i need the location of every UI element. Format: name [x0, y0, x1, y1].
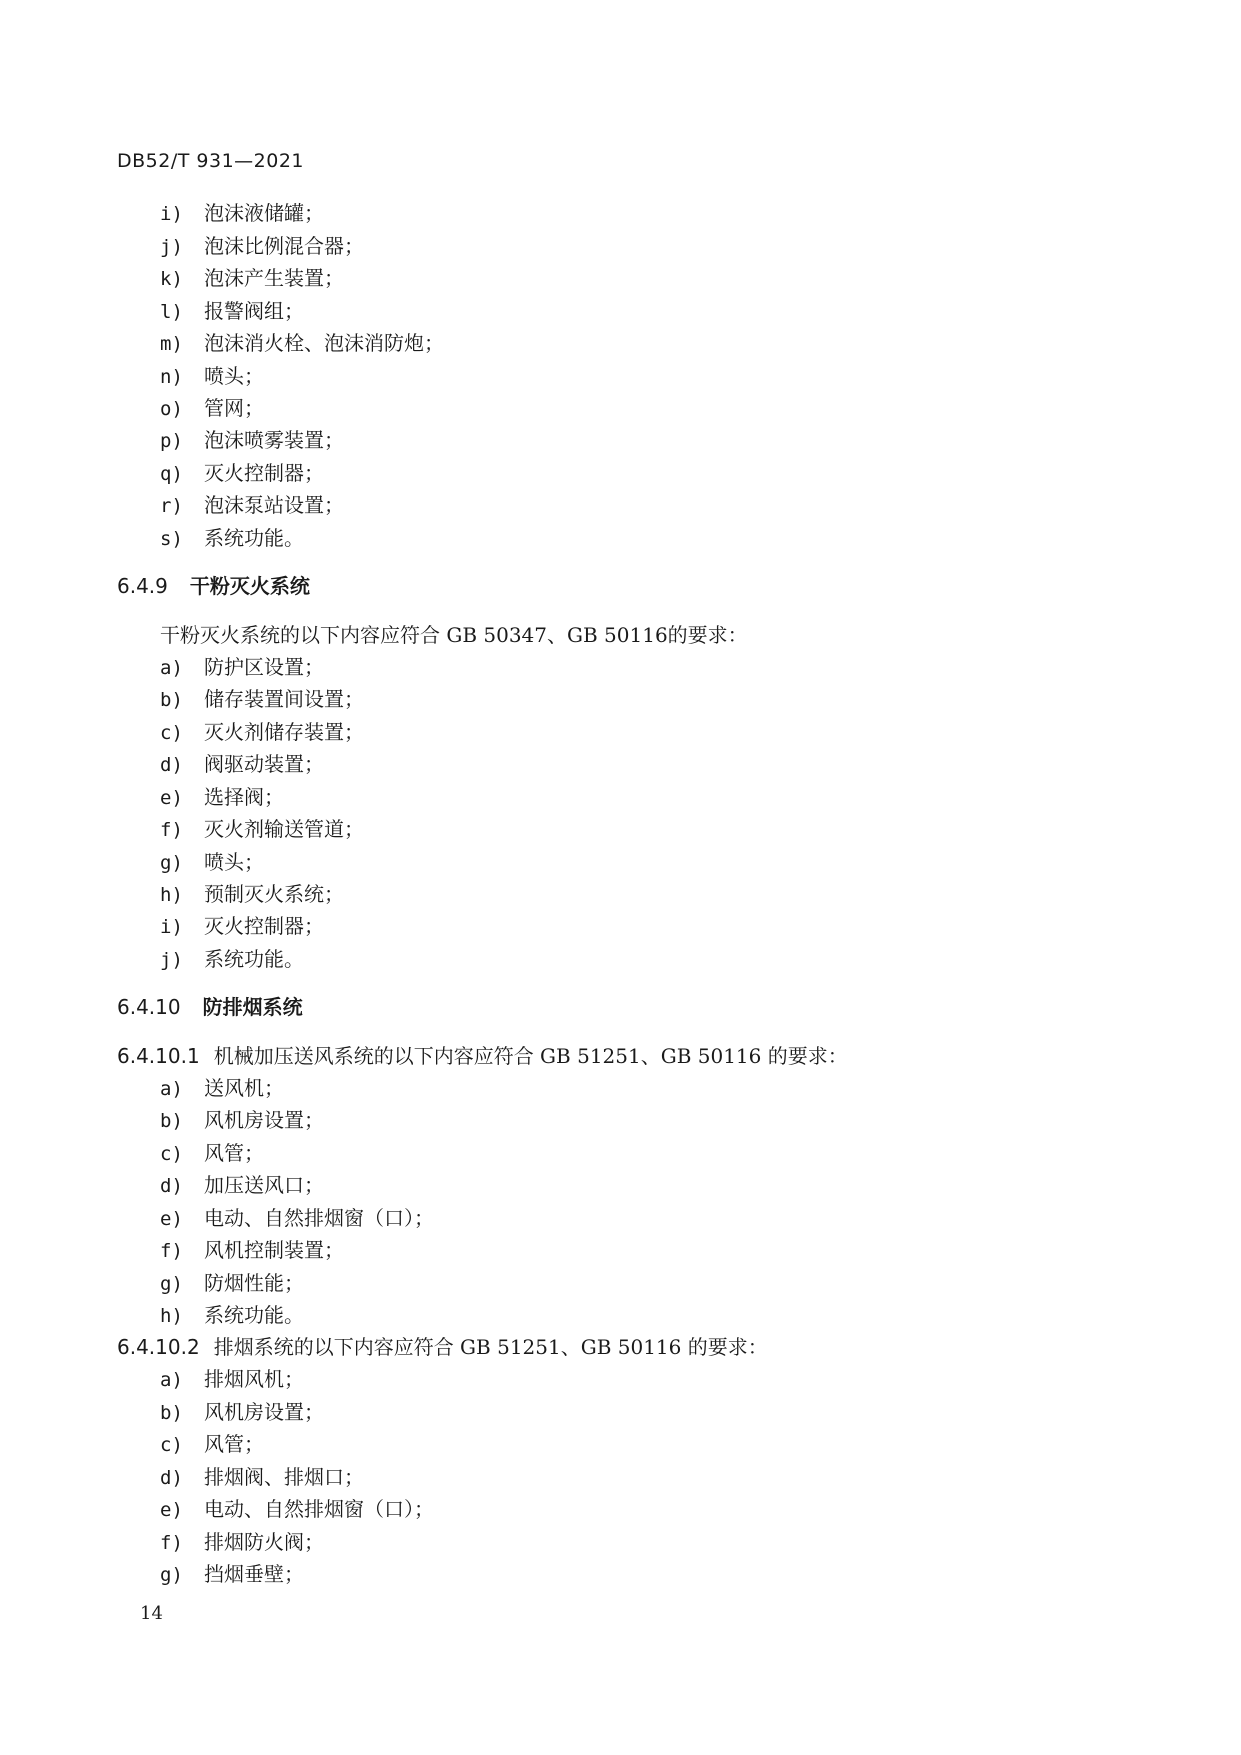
list-item-text: 风管；	[204, 1432, 264, 1456]
section-heading	[117, 995, 303, 1019]
list-item	[160, 1206, 434, 1231]
list-item	[160, 201, 324, 226]
list-item-text: 电动、自然排烟窗（口）；	[204, 1497, 434, 1521]
list-item	[160, 1465, 364, 1490]
list-item-text: 预制灭火系统；	[204, 882, 344, 906]
document-code: DB52/T 931—2021	[117, 150, 305, 172]
list-item-label: s)	[160, 528, 183, 550]
clause	[117, 1044, 848, 1068]
section-number: 6.4.9	[117, 574, 168, 598]
list-item	[160, 687, 364, 712]
list-item-text: 系统功能。	[204, 947, 304, 971]
list-item	[160, 817, 364, 842]
list-item	[160, 1530, 324, 1555]
list-item-text: 灭火剂储存装置；	[204, 720, 364, 744]
list-item-label: q)	[160, 463, 183, 485]
list-item	[160, 1367, 304, 1392]
list-item-text: 泡沫消火栓、泡沫消防炮；	[204, 331, 444, 355]
list-item	[160, 493, 344, 518]
list-item-label: e)	[160, 1208, 183, 1230]
list-item-text: 防护区设置；	[204, 655, 324, 679]
list-item-text: 阀驱动装置；	[204, 752, 324, 776]
list-item-text: 防烟性能；	[204, 1271, 304, 1295]
list-item	[160, 720, 364, 745]
list-item-label: f)	[160, 819, 183, 841]
list-item-label: j)	[160, 236, 183, 258]
list-item-label: g)	[160, 1564, 183, 1586]
list-item-text: 喷头；	[204, 850, 264, 874]
list-item-label: b)	[160, 1110, 183, 1132]
list-item-label: c)	[160, 1143, 183, 1165]
list-item-text: 灭火控制器；	[204, 461, 324, 485]
list-item-text: 排烟风机；	[204, 1367, 304, 1391]
list-item	[160, 364, 264, 389]
list-item	[160, 1271, 304, 1296]
list-item-label: b)	[160, 1402, 183, 1424]
page-number: 14	[140, 1603, 163, 1624]
list-item	[160, 785, 284, 810]
list-item-label: g)	[160, 1273, 183, 1295]
list-item	[160, 1400, 324, 1425]
clause	[117, 1335, 768, 1359]
clause-number: 6.4.10.1	[117, 1044, 200, 1068]
list-item-text: 风机房设置；	[204, 1108, 324, 1132]
list-item	[160, 1076, 284, 1101]
list-item-text: 系统功能。	[204, 1303, 304, 1327]
section-intro: 干粉灭火系统的以下内容应符合 GB 50347、GB 50116的要求：	[160, 623, 748, 647]
list-item-label: a)	[160, 1369, 183, 1391]
list-item	[160, 914, 324, 939]
list-item-text: 电动、自然排烟窗（口）；	[204, 1206, 434, 1230]
list-item-label: b)	[160, 689, 183, 711]
list-item	[160, 1432, 264, 1457]
list-item-label: c)	[160, 722, 183, 744]
list-item-label: g)	[160, 852, 183, 874]
list-item	[160, 1497, 434, 1522]
list-item	[160, 396, 264, 421]
list-item	[160, 461, 324, 486]
list-item-text: 泡沫泵站设置；	[204, 493, 344, 517]
list-item-text: 排烟阀、排烟口；	[204, 1465, 364, 1489]
list-item-label: i)	[160, 203, 183, 225]
list-item	[160, 1141, 264, 1166]
list-item-text: 灭火控制器；	[204, 914, 324, 938]
list-item-label: c)	[160, 1434, 183, 1456]
list-item-label: p)	[160, 430, 183, 452]
list-item-label: d)	[160, 1467, 183, 1489]
list-item-text: 泡沫比例混合器；	[204, 234, 364, 258]
list-item-label: e)	[160, 787, 183, 809]
list-item-text: 排烟防火阀；	[204, 1530, 324, 1554]
section-number: 6.4.10	[117, 995, 181, 1019]
section-title: 防排烟系统	[202, 995, 303, 1019]
list-item	[160, 655, 324, 680]
list-item-text: 加压送风口；	[204, 1173, 324, 1197]
list-item-label: k)	[160, 268, 183, 290]
list-item	[160, 299, 304, 324]
list-item	[160, 1173, 324, 1198]
list-item-label: o)	[160, 398, 183, 420]
list-item-label: f)	[160, 1532, 183, 1554]
list-item-text: 泡沫液储罐；	[204, 201, 324, 225]
list-item-text: 送风机；	[204, 1076, 284, 1100]
list-item-label: d)	[160, 754, 183, 776]
list-item-label: e)	[160, 1499, 183, 1521]
list-item-label: j)	[160, 949, 183, 971]
list-item-text: 挡烟垂壁；	[204, 1562, 304, 1586]
list-item-label: i)	[160, 916, 183, 938]
list-item	[160, 1108, 324, 1133]
list-item-label: l)	[160, 301, 183, 323]
list-item-label: m)	[160, 333, 183, 355]
list-item-text: 风管；	[204, 1141, 264, 1165]
list-item-label: d)	[160, 1175, 183, 1197]
clause-text: 排烟系统的以下内容应符合 GB 51251、GB 50116 的要求：	[213, 1335, 768, 1359]
list-item-label: h)	[160, 1305, 183, 1327]
list-item-text: 管网；	[204, 396, 264, 420]
list-item-text: 选择阀；	[204, 785, 284, 809]
list-item-label: f)	[160, 1240, 183, 1262]
list-item	[160, 266, 344, 291]
list-item	[160, 947, 304, 972]
list-item-text: 灭火剂输送管道；	[204, 817, 364, 841]
section-title: 干粉灭火系统	[189, 574, 310, 598]
list-item-text: 储存装置间设置；	[204, 687, 364, 711]
list-item	[160, 850, 264, 875]
list-item-label: h)	[160, 884, 183, 906]
list-item-text: 喷头；	[204, 364, 264, 388]
list-item	[160, 526, 304, 551]
list-item	[160, 752, 324, 777]
list-item-text: 系统功能。	[204, 526, 304, 550]
list-item-label: n)	[160, 366, 183, 388]
list-item	[160, 234, 364, 259]
section-heading	[117, 574, 310, 598]
clause-text: 机械加压送风系统的以下内容应符合 GB 51251、GB 50116 的要求：	[213, 1044, 848, 1068]
list-item	[160, 882, 344, 907]
list-item-text: 报警阀组；	[204, 299, 304, 323]
list-item-text: 风机控制装置；	[204, 1238, 344, 1262]
list-item	[160, 428, 344, 453]
list-item	[160, 1303, 304, 1328]
list-item-text: 泡沫产生装置；	[204, 266, 344, 290]
list-item-label: a)	[160, 1078, 183, 1100]
list-item-label: a)	[160, 657, 183, 679]
clause-number: 6.4.10.2	[117, 1335, 200, 1359]
list-item-text: 风机房设置；	[204, 1400, 324, 1424]
list-item	[160, 331, 444, 356]
list-item-text: 泡沫喷雾装置；	[204, 428, 344, 452]
list-item	[160, 1562, 304, 1587]
list-item	[160, 1238, 344, 1263]
list-item-label: r)	[160, 495, 183, 517]
